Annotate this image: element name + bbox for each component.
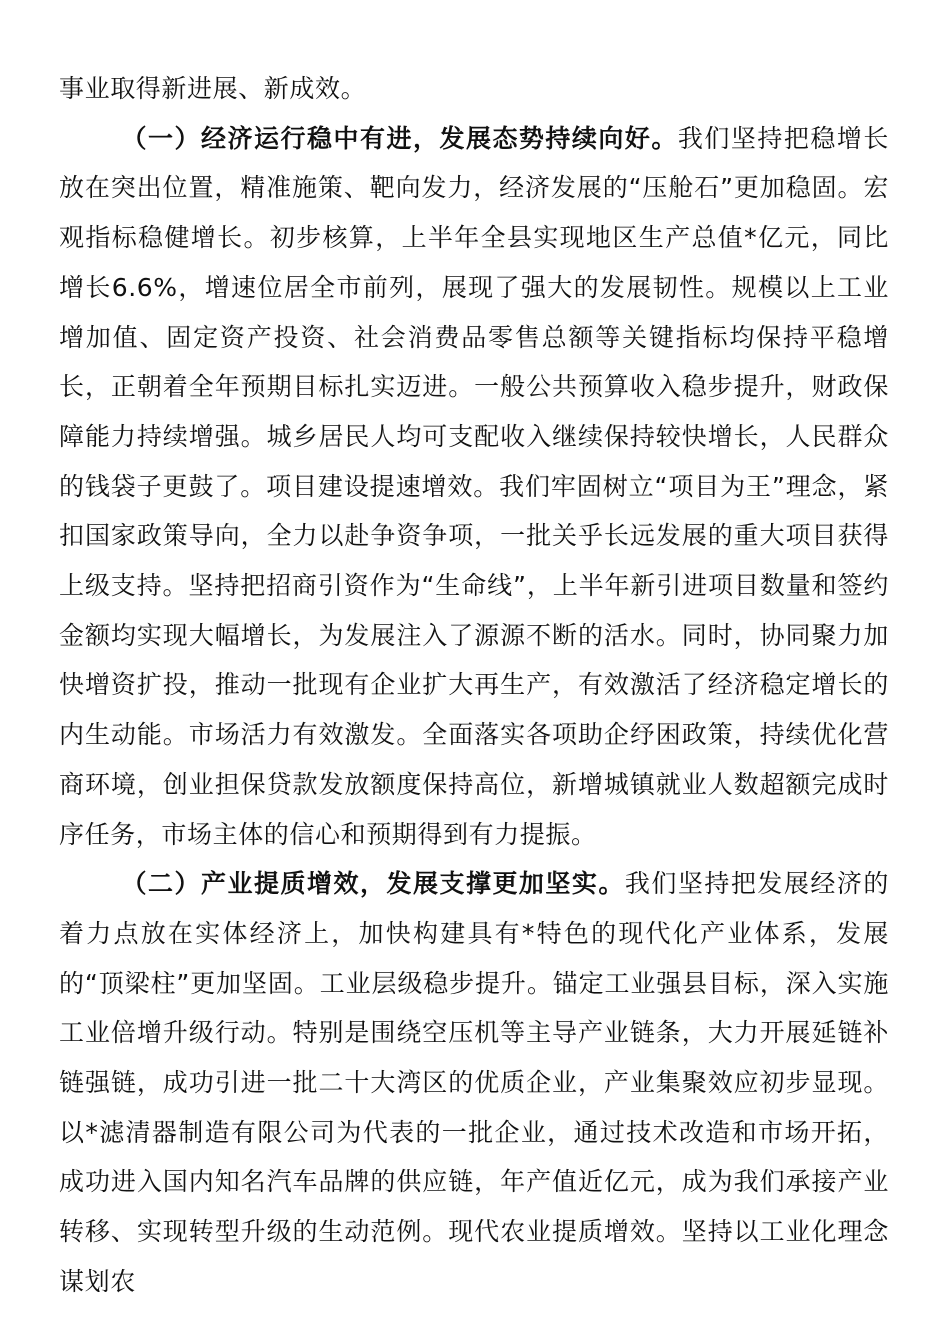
document-body — [59, 64, 889, 1307]
paragraph-text: 事业取得新进展、新成效。 — [59, 74, 367, 103]
paragraph-industry — [59, 859, 889, 1306]
section-heading-industry: （二）产业提质增效，发展支撑更加坚实。 — [121, 869, 625, 899]
paragraph-economy — [59, 114, 889, 860]
paragraph-text: 我们坚持把发展经济的着力点放在实体经济上，加快构建具有*特色的现代化产业体系，发展的“顶梁柱”更加坚固。工业层级稳步提升。锚定工业强县目标，深入实施工业倍增升级行动。特别是围绕空压机等主导产业链条，大力开展延链补链强链，成功引进一批二十大湾区的优质企业，产业集聚效应初步显现。以*滤清器制造有限公司为代表的一批企业，通过技术改造和市场开拓，成功进入国内知名汽车品牌的供应链，年产值近亿元，成为我们承接产业转移、实现转型升级的生动范例。现代农业提质增效。坚持以工业化理念谋划农 — [59, 869, 889, 1296]
paragraph-text: 我们坚持把稳增长放在突出位置，精准施策、靶向发力，经济发展的“压舱石”更加稳固。宏观指标稳健增长。初步核算，上半年全县实现地区生产总值*亿元，同比增长6.6%，增速位居全市前列，展现了强大的发展韧性。规模以上工业增加值、固定资产投资、社会消费品零售总额等关键指标均保持平稳增长，正朝着全年预期目标扎实迈进。一般公共预算收入稳步提升，财政保障能力持续增强。城乡居民人均可支配收入继续保持较快增长，人民群众的钱袋子更鼓了。项目建设提速增效。我们牢固树立“项目为王”理念，紧扣国家政策导向，全力以赴争资争项，一批关乎长远发展的重大项目获得上级支持。坚持把招商引资作为“生命线”，上半年新引进项目数量和签约金额均实现大幅增长，为发展注入了源源不断的活水。同时，协同聚力加快增资扩投，推动一批现有企业扩大再生产，有效激活了经济稳定增长的内生动能。市场活力有效激发。全面落实各项助企纾困政策，持续优化营商环境，创业担保贷款发放额度保持高位，新增城镇就业人数超额完成时序任务，市场主体的信心和预期得到有力提振。 — [59, 123, 889, 849]
paragraph-continuation — [59, 64, 889, 114]
section-heading-economy: （一）经济运行稳中有进，发展态势持续向好。 — [121, 123, 678, 153]
